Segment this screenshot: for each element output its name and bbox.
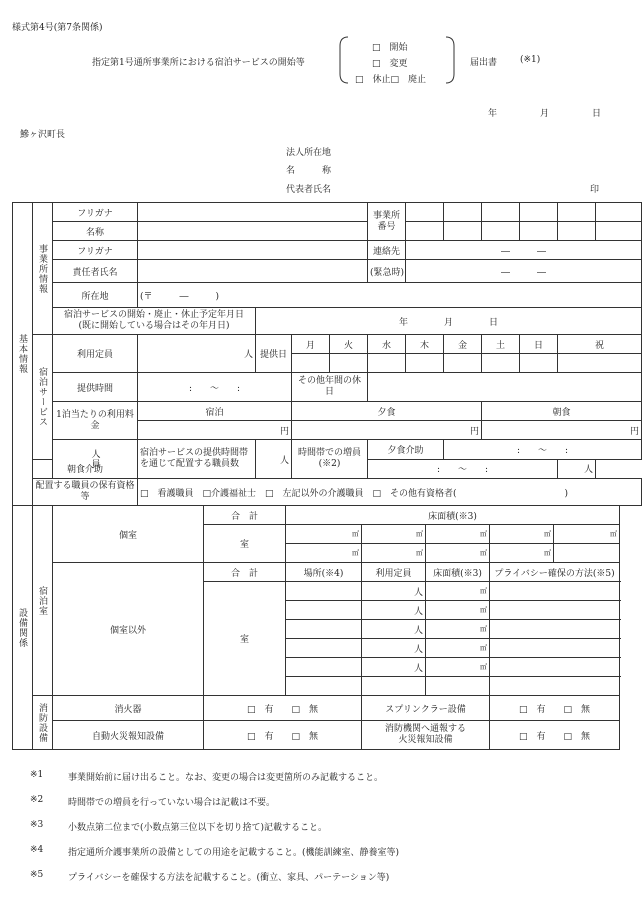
non-private-room-label: 個室以外 xyxy=(53,563,204,696)
empty-cell xyxy=(554,544,620,563)
day-mon: 月 xyxy=(292,335,330,354)
sqm-unit: ㎡ xyxy=(352,549,360,557)
date-day-label: 日 xyxy=(592,109,602,119)
other-holidays-label: その他年間の休日 xyxy=(292,373,368,402)
office-number-digit[interactable] xyxy=(558,203,596,222)
contact-label: 連絡先 xyxy=(368,241,406,260)
day-holiday-field[interactable] xyxy=(558,354,642,373)
private-room-label: 個室 xyxy=(53,506,204,563)
section-fire-equipment: 消防設備 xyxy=(33,696,53,750)
day-mon-field[interactable] xyxy=(292,354,330,373)
privacy-field[interactable] xyxy=(490,677,620,696)
sqm-unit: ㎡ xyxy=(416,530,424,538)
office-number-digit[interactable] xyxy=(596,222,642,241)
fee-lodging-field[interactable]: 円 xyxy=(138,421,292,440)
service-period-field[interactable]: 年 月 日 xyxy=(256,308,642,335)
sqm-unit: ㎡ xyxy=(544,549,552,557)
capacity-field[interactable]: 人 xyxy=(362,658,426,677)
service-days-label: 提供日 xyxy=(256,335,292,373)
qualification-options[interactable]: □ 看護職員 □介護福祉士 □ 左記以外の介護職員 □ その他有資格者( ) xyxy=(138,479,642,506)
rep-name-field[interactable] xyxy=(138,260,368,283)
option-stop-checkbox[interactable]: □ 休止□ 廃止 xyxy=(355,75,427,85)
office-number-digit[interactable] xyxy=(520,222,558,241)
sqm-unit: ㎡ xyxy=(544,530,552,538)
staff-count-field[interactable]: 人 xyxy=(256,440,292,479)
capacity-field[interactable]: 人 xyxy=(362,582,426,601)
fee-dinner-label: 夕食 xyxy=(292,402,482,421)
breakfast-assist-time[interactable]: : ～ : xyxy=(368,459,558,479)
service-period-label: 宿泊サービスの開始・廃止・休止予定年月日 (既に開始している場合はその年月日) xyxy=(53,308,256,335)
privacy-field[interactable] xyxy=(490,620,620,639)
furigana-field[interactable] xyxy=(138,203,368,222)
office-number-digit[interactable] xyxy=(406,203,444,222)
office-number-digit[interactable] xyxy=(596,203,642,222)
title-prefix: 指定第1号通所事業所における宿泊サービスの開始等 xyxy=(92,58,305,68)
date-year-label: 年 xyxy=(488,109,498,119)
sprinkler-options[interactable]: □ 有 □ 無 xyxy=(490,696,620,721)
emergency-label: (緊急時) xyxy=(368,260,406,283)
contact-phone-field[interactable]: ― ― xyxy=(406,241,642,260)
right-bracket-icon xyxy=(444,36,456,84)
sqm-unit: ㎡ xyxy=(480,606,488,614)
rep-name-label: 責任者氏名 xyxy=(53,260,138,283)
other-holidays-field[interactable] xyxy=(368,373,642,402)
place-header: 場所(※4) xyxy=(286,563,362,582)
sqm-unit: ㎡ xyxy=(610,530,618,538)
office-number-digit[interactable] xyxy=(558,222,596,241)
title-suffix: 届出書 xyxy=(470,58,498,68)
fire-alarm-options[interactable]: □ 有 □ 無 xyxy=(204,721,362,750)
footnote-text: プライバシーを確保する方法を記載すること。(衝立、家具、パーテーション等) xyxy=(68,873,390,883)
name-label: 名称 xyxy=(53,222,138,241)
fee-breakfast-field[interactable]: 円 xyxy=(482,421,642,440)
capacity-field[interactable] xyxy=(362,677,426,696)
sprinkler-label: スプリンクラー設備 xyxy=(362,696,490,721)
sqm-unit: ㎡ xyxy=(480,549,488,557)
location-label: 所在地 xyxy=(53,283,138,308)
footnote-mark: ※4 xyxy=(30,845,44,855)
sqm-unit: ㎡ xyxy=(480,530,488,538)
office-number-digit[interactable] xyxy=(482,222,520,241)
footnote-text: 小数点第二位まで(小数点第三位以下を切り捨て)記載すること。 xyxy=(68,823,328,833)
office-number-digit[interactable] xyxy=(482,203,520,222)
addressee: 鰺ヶ沢町長 xyxy=(20,130,66,140)
private-floor-area-label: 床面積(※3) xyxy=(286,506,620,525)
sqm-unit: ㎡ xyxy=(480,663,488,671)
section-office-info: 事業所情報 xyxy=(33,203,53,335)
form-number: 様式第4号(第7条関係) xyxy=(12,23,103,33)
option-start-checkbox[interactable]: □ 開始 xyxy=(372,43,408,53)
day-sun: 日 xyxy=(520,335,558,354)
emergency-phone-field[interactable]: ― ― xyxy=(406,260,642,283)
place-field[interactable] xyxy=(286,639,362,658)
fire-alarm-label: 自動火災報知設備 xyxy=(53,721,204,750)
dinner-assist-time[interactable]: : ～ : xyxy=(444,440,642,460)
capacity-field[interactable]: 人 xyxy=(138,335,256,373)
day-fri: 金 xyxy=(444,335,482,354)
extinguisher-options[interactable]: □ 有 □ 無 xyxy=(204,696,362,721)
seal-mark: 印 xyxy=(590,185,600,195)
fee-dinner-field[interactable]: 円 xyxy=(292,421,482,440)
furigana2-label: フリガナ xyxy=(53,241,138,260)
private-room-unit: 室 xyxy=(204,525,286,563)
capacity-field[interactable]: 人 xyxy=(362,620,426,639)
fee-lodging-label: 宿泊 xyxy=(138,402,292,421)
privacy-header: プライバシー確保の方法(※5) xyxy=(490,563,620,582)
staff-count-label: 宿泊サービスの提供時間帯を通じて配置する職員数 xyxy=(138,440,256,479)
applicant-rep-label: 代表者氏名 xyxy=(286,185,332,195)
fire-report-options[interactable]: □ 有 □ 無 xyxy=(490,721,620,750)
furigana2-field[interactable] xyxy=(138,241,368,260)
option-change-checkbox[interactable]: □ 変更 xyxy=(372,59,408,69)
sqm-unit: ㎡ xyxy=(480,587,488,595)
place-field[interactable] xyxy=(286,601,362,620)
capacity-field[interactable]: 人 xyxy=(362,639,426,658)
furigana-label: フリガナ xyxy=(53,203,138,222)
date-month-label: 月 xyxy=(540,109,550,119)
section-staff: 人員 xyxy=(53,440,138,479)
sqm-unit: ㎡ xyxy=(480,625,488,633)
privacy-field[interactable] xyxy=(490,658,620,677)
day-tue-field[interactable] xyxy=(330,354,368,373)
floor-area-field[interactable] xyxy=(426,677,490,696)
capacity-label: 利用定員 xyxy=(53,335,138,373)
footnote-mark: ※3 xyxy=(30,820,44,830)
day-fri-field[interactable] xyxy=(444,354,482,373)
privacy-field[interactable] xyxy=(490,582,620,601)
title-note: (※1) xyxy=(520,55,541,65)
non-private-room-unit: 室 xyxy=(204,582,286,696)
applicant-name-label: 名 称 xyxy=(286,166,332,176)
extinguisher-label: 消火器 xyxy=(53,696,204,721)
non-private-total-label: 合 計 xyxy=(204,563,286,582)
office-number-digit[interactable] xyxy=(444,203,482,222)
office-number-digit[interactable] xyxy=(444,222,482,241)
place-field[interactable] xyxy=(286,582,362,601)
sqm-unit: ㎡ xyxy=(480,644,488,652)
place-field[interactable] xyxy=(286,620,362,639)
dinner-assist-label: 夕食介助 xyxy=(368,440,444,460)
day-thu-field[interactable] xyxy=(406,354,444,373)
application-form-table xyxy=(12,202,642,750)
fee-label: 1泊当たりの利用料金 xyxy=(53,402,138,440)
breakfast-assist-label: 朝食介助 xyxy=(33,459,138,479)
sqm-unit: ㎡ xyxy=(352,530,360,538)
day-holiday: 祝 xyxy=(558,335,642,354)
footnote-text: 時間帯での増員を行っていない場合は記載は不要。 xyxy=(68,798,276,808)
breakfast-assist-count[interactable]: 人 xyxy=(558,459,596,479)
section-lodging-rooms: 宿泊室 xyxy=(33,506,53,696)
capacity-field[interactable]: 人 xyxy=(362,601,426,620)
fire-report-label: 消防機関へ通報する 火災報知設備 xyxy=(362,721,490,750)
privacy-field[interactable] xyxy=(490,601,620,620)
place-field[interactable] xyxy=(286,658,362,677)
privacy-field[interactable] xyxy=(490,639,620,658)
applicant-address-label: 法人所在地 xyxy=(286,148,332,158)
qualification-label: 配置する職員の保有資格等 xyxy=(33,479,138,506)
capacity-header: 利用定員 xyxy=(362,563,426,582)
footnote-mark: ※5 xyxy=(30,870,44,880)
location-field[interactable]: (〒 ― ) xyxy=(138,283,642,308)
day-tue: 火 xyxy=(330,335,368,354)
footnote-mark: ※1 xyxy=(30,770,44,780)
private-total-label: 合 計 xyxy=(204,506,286,525)
office-number-digit[interactable] xyxy=(520,203,558,222)
name-field[interactable] xyxy=(138,222,368,241)
left-bracket-icon xyxy=(338,36,350,84)
footnote-text: 指定通所介護事業所の設備としての用途を記載すること。(機能訓練室、静養室等) xyxy=(68,848,400,858)
day-wed: 水 xyxy=(368,335,406,354)
office-number-label: 事業所番号 xyxy=(368,203,406,241)
extra-staff-label: 時間帯での増員(※2) xyxy=(292,440,368,479)
service-hours-label: 提供時間 xyxy=(53,373,138,402)
footnote-mark: ※2 xyxy=(30,795,44,805)
office-number-digit[interactable] xyxy=(406,222,444,241)
footnote-text: 事業開始前に届け出ること。なお、変更の場合は変更箇所のみ記載すること。 xyxy=(68,773,384,783)
day-sun-field[interactable] xyxy=(520,354,558,373)
place-field[interactable] xyxy=(286,677,362,696)
day-sat-field[interactable] xyxy=(482,354,520,373)
floor-area-header: 床面積(※3) xyxy=(426,563,490,582)
fee-breakfast-label: 朝食 xyxy=(482,402,642,421)
sqm-unit: ㎡ xyxy=(416,549,424,557)
day-sat: 土 xyxy=(482,335,520,354)
section-basic: 基本情報 xyxy=(13,203,33,506)
section-facilities: 設備関係 xyxy=(13,506,33,750)
service-hours-field[interactable]: : ～ : xyxy=(138,373,292,402)
day-wed-field[interactable] xyxy=(368,354,406,373)
day-thu: 木 xyxy=(406,335,444,354)
section-lodging-service: 宿泊サービス xyxy=(33,335,53,460)
